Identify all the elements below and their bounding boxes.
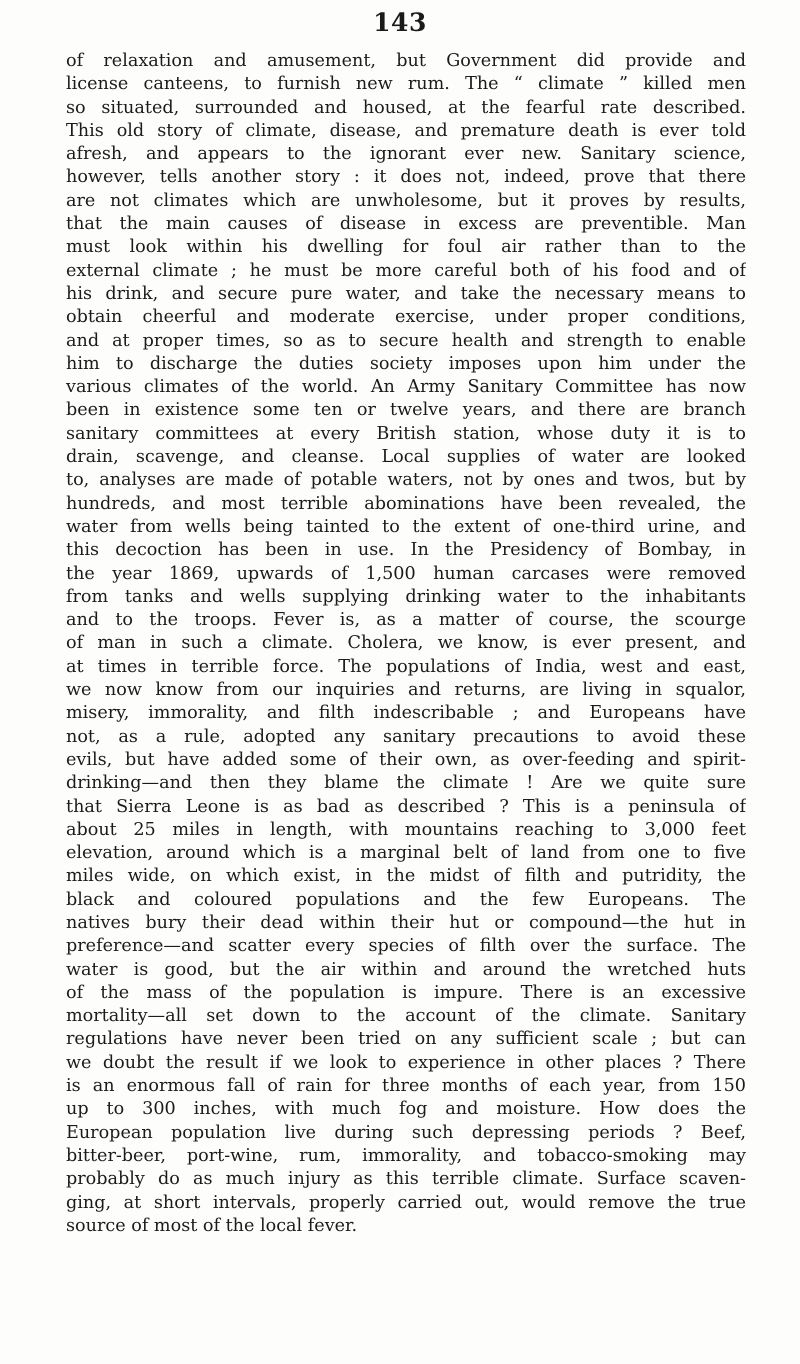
text-line: probably do as much injury as this terrible climate. Surface scaven- xyxy=(66,1169,746,1190)
text-line: of the mass of the population is impure. There is an excessive xyxy=(66,982,746,1003)
text-line: must look within his dwelling for foul air rather than to the xyxy=(66,237,746,258)
text-line: are not climates which are unwholesome, but it proves by results, xyxy=(66,190,746,211)
text-line: regulations have never been tried on any sufficient scale ; but can xyxy=(66,1029,746,1050)
text-line: elevation, around which is a marginal belt of land from one to five xyxy=(66,843,746,864)
text-line: that the main causes of disease in excess are preventible. Man xyxy=(66,214,746,235)
text-line: mortality—all set down to the account of the climate. Sanitary xyxy=(66,1006,746,1027)
text-line: afresh, and appears to the ignorant ever new. Sanitary science, xyxy=(66,144,746,165)
text-line: this decoction has been in use. In the Presidency of Bombay, in xyxy=(66,540,746,561)
text-line: various climates of the world. An Army Sanitary Committee has now xyxy=(66,377,746,398)
text-line: source of most of the local fever. xyxy=(66,1215,358,1236)
text-line: natives bury their dead within their hut or compound—the hut in xyxy=(66,912,746,933)
body-paragraph xyxy=(66,50,746,1238)
text-line: to, analyses are made of potable waters, not by ones and twos, but by xyxy=(66,470,746,491)
text-line: that Sierra Leone is as bad as described ? This is a peninsula of xyxy=(66,796,746,817)
text-line: evils, but have added some of their own, as over-feeding and spirit- xyxy=(66,749,746,770)
text-line: black and coloured populations and the few Europeans. The xyxy=(66,889,746,910)
text-line: water is good, but the air within and around the wretched huts xyxy=(66,959,746,980)
text-line: not, as a rule, adopted any sanitary precautions to avoid these xyxy=(66,726,746,747)
text-line: hundreds, and most terrible abominations have been revealed, the xyxy=(66,493,746,514)
text-line: him to discharge the duties society imposes upon him under the xyxy=(66,353,746,374)
text-line: misery, immorality, and filth indescribable ; and Europeans have xyxy=(66,703,746,724)
text-line: the year 1869, upwards of 1,500 human carcases were removed xyxy=(66,563,746,584)
text-line: we now know from our inquiries and returns, are living in squalor, xyxy=(66,680,746,701)
text-line: been in existence some ten or twelve years, and there are branch xyxy=(66,400,746,421)
text-line: of man in such a climate. Cholera, we know, is ever present, and xyxy=(66,633,746,654)
text-line: bitter-beer, port-wine, rum, immorality, and tobacco-smoking may xyxy=(66,1145,746,1166)
text-line: up to 300 inches, with much fog and moisture. How does the xyxy=(66,1099,746,1120)
text-line: we doubt the result if we look to experience in other places ? There xyxy=(66,1052,746,1073)
text-line: external climate ; he must be more careful both of his food and of xyxy=(66,260,746,281)
text-line: from tanks and wells supplying drinking water to the inhabitants xyxy=(66,586,746,607)
text-line: his drink, and secure pure water, and take the necessary means to xyxy=(66,283,746,304)
text-line: drain, scavenge, and cleanse. Local supplies of water are looked xyxy=(66,447,746,468)
text-line: and at proper times, so as to secure health and strength to enable xyxy=(66,330,746,351)
text-line: about 25 miles in length, with mountains reaching to 3,000 feet xyxy=(66,819,746,840)
text-line: European population live during such depressing periods ? Beef, xyxy=(66,1122,746,1143)
text-line: so situated, surrounded and housed, at the fearful rate described. xyxy=(66,97,746,118)
text-line: ging, at short intervals, properly carried out, would remove the true xyxy=(66,1192,746,1213)
text-line: at times in terrible force. The populations of India, west and east, xyxy=(66,656,746,677)
text-line: This old story of climate, disease, and premature death is ever told xyxy=(66,120,746,141)
text-line: preference—and scatter every species of filth over the surface. The xyxy=(66,936,746,957)
text-line: is an enormous fall of rain for three months of each year, from 150 xyxy=(66,1076,746,1097)
text-line: sanitary committees at every British station, whose duty it is to xyxy=(66,423,746,444)
text-line: miles wide, on which exist, in the midst of filth and putridity, the xyxy=(66,866,746,887)
text-line: drinking—and then they blame the climate ! Are we quite sure xyxy=(66,773,746,794)
page-number: 143 xyxy=(373,8,427,37)
text-line: water from wells being tainted to the extent of one-third urine, and xyxy=(66,516,746,537)
text-line: obtain cheerful and moderate exercise, under proper conditions, xyxy=(66,307,746,328)
text-line: and to the troops. Fever is, as a matter of course, the scourge xyxy=(66,610,746,631)
text-line: however, tells another story : it does not, indeed, prove that there xyxy=(66,167,746,188)
text-line: of relaxation and amusement, but Government did provide and xyxy=(66,51,746,71)
text-line: license canteens, to furnish new rum. The “ climate ” killed men xyxy=(66,74,746,95)
